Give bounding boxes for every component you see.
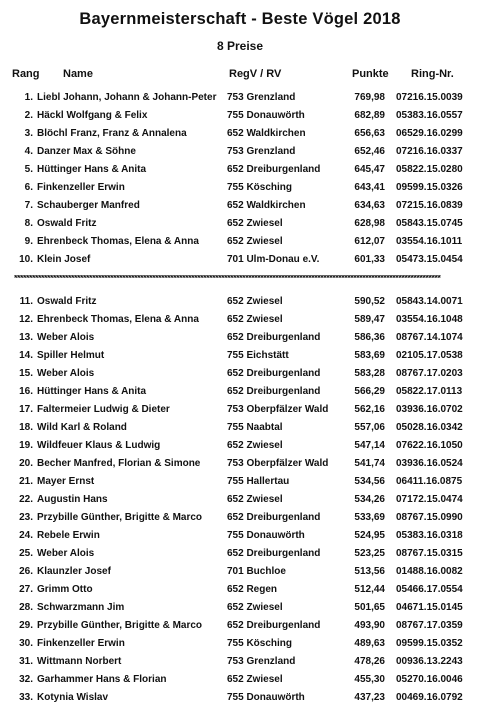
- ring-number-cell: 01488.16.0082: [396, 566, 463, 577]
- points-cell: 601,33: [354, 254, 385, 265]
- rank-cell: 8.: [24, 218, 33, 229]
- points-cell: 437,23: [354, 692, 385, 703]
- ring-number-cell: 06529.16.0299: [396, 128, 463, 139]
- points-cell: 612,07: [354, 236, 385, 247]
- points-cell: 586,36: [354, 332, 385, 343]
- club-cell: 652 Dreiburgenland: [227, 548, 321, 559]
- name-cell: Ehrenbeck Thomas, Elena & Anna: [37, 236, 199, 247]
- page-title: Bayernmeisterschaft - Beste Vögel 2018: [79, 10, 401, 28]
- points-cell: 652,46: [354, 146, 385, 157]
- rank-cell: 29.: [19, 620, 33, 631]
- rank-cell: 25.: [19, 548, 33, 559]
- name-cell: Garhammer Hans & Florian: [37, 674, 167, 685]
- rank-cell: 28.: [19, 602, 33, 613]
- column-header-name: Name: [63, 68, 93, 80]
- club-cell: 755 Donauwörth: [227, 692, 305, 703]
- name-cell: Klaunzler Josef: [37, 566, 111, 577]
- table-row: [0, 476, 480, 494]
- rank-cell: 12.: [19, 314, 33, 325]
- points-cell: 682,89: [354, 110, 385, 121]
- points-cell: 634,63: [354, 200, 385, 211]
- club-cell: 755 Naabtal: [227, 422, 283, 433]
- points-cell: 512,44: [354, 584, 385, 595]
- ring-number-cell: 03936.16.0524: [396, 458, 463, 469]
- points-cell: 489,63: [354, 638, 385, 649]
- column-header-club: RegV / RV: [229, 68, 282, 80]
- table-row: [0, 254, 480, 272]
- name-cell: Spiller Helmut: [37, 350, 105, 361]
- name-cell: Przybille Günther, Brigitte & Marco: [37, 512, 203, 523]
- points-cell: 547,14: [354, 440, 385, 451]
- rank-cell: 3.: [24, 128, 33, 139]
- club-cell: 652 Regen: [227, 584, 278, 595]
- table-row: [0, 638, 480, 656]
- rank-cell: 30.: [19, 638, 33, 649]
- ring-number-cell: 05843.15.0745: [396, 218, 463, 229]
- column-header-rank: Rang: [12, 68, 40, 80]
- name-cell: Schauberger Manfred: [37, 200, 140, 211]
- club-cell: 652 Dreiburgenland: [227, 512, 321, 523]
- club-cell: 755 Eichstätt: [227, 350, 289, 361]
- ring-number-cell: 04671.15.0145: [396, 602, 463, 613]
- points-cell: 643,41: [354, 182, 385, 193]
- top-ranking-list: [0, 92, 480, 272]
- rank-cell: 15.: [19, 368, 33, 379]
- table-row: [0, 350, 480, 368]
- ring-number-cell: 05822.17.0113: [396, 386, 463, 397]
- table-row: [0, 200, 480, 218]
- rank-cell: 5.: [24, 164, 33, 175]
- club-cell: 755 Donauwörth: [227, 530, 305, 541]
- rank-cell: 33.: [19, 692, 33, 703]
- club-cell: 753 Oberpfälzer Wald: [227, 458, 329, 469]
- ring-number-cell: 07215.16.0839: [396, 200, 463, 211]
- rank-cell: 24.: [19, 530, 33, 541]
- name-cell: Weber Alois: [37, 548, 95, 559]
- name-cell: Grimm Otto: [37, 584, 93, 595]
- table-row: [0, 656, 480, 674]
- club-cell: 652 Dreiburgenland: [227, 164, 321, 175]
- name-cell: Faltermeier Ludwig & Dieter: [37, 404, 170, 415]
- ring-number-cell: 05383.16.0318: [396, 530, 463, 541]
- name-cell: Ehrenbeck Thomas, Elena & Anna: [37, 314, 199, 325]
- club-cell: 652 Waldkirchen: [227, 200, 306, 211]
- club-cell: 652 Dreiburgenland: [227, 386, 321, 397]
- points-cell: 513,56: [354, 566, 385, 577]
- name-cell: Wildfeuer Klaus & Ludwig: [37, 440, 161, 451]
- club-cell: 652 Zwiesel: [227, 218, 283, 229]
- ring-number-cell: 05843.14.0071: [396, 296, 463, 307]
- table-row: [0, 512, 480, 530]
- club-cell: 753 Grenzland: [227, 92, 296, 103]
- club-cell: 652 Zwiesel: [227, 494, 283, 505]
- name-cell: Finkenzeller Erwin: [37, 638, 125, 649]
- rank-cell: 26.: [19, 566, 33, 577]
- points-cell: 534,56: [354, 476, 385, 487]
- points-cell: 656,63: [354, 128, 385, 139]
- ring-number-cell: 00469.16.0792: [396, 692, 463, 703]
- points-cell: 589,47: [354, 314, 385, 325]
- rank-cell: 19.: [19, 440, 33, 451]
- ring-number-cell: 03554.16.1011: [396, 236, 463, 247]
- club-cell: 652 Zwiesel: [227, 440, 283, 451]
- table-row: [0, 440, 480, 458]
- club-cell: 652 Dreiburgenland: [227, 368, 321, 379]
- table-row: [0, 236, 480, 254]
- ring-number-cell: 08767.17.0203: [396, 368, 463, 379]
- rank-cell: 23.: [19, 512, 33, 523]
- ring-number-cell: 08767.15.0990: [396, 512, 463, 523]
- club-cell: 652 Zwiesel: [227, 236, 283, 247]
- name-cell: Blöchl Franz, Franz & Annalena: [37, 128, 187, 139]
- club-cell: 652 Zwiesel: [227, 296, 283, 307]
- ring-number-cell: 06411.16.0875: [396, 476, 463, 487]
- column-header-points: Punkte: [352, 68, 389, 80]
- name-cell: Przybille Günther, Brigitte & Marco: [37, 620, 203, 631]
- ring-number-cell: 08767.14.1074: [396, 332, 463, 343]
- club-cell: 755 Kösching: [227, 638, 293, 649]
- ring-number-cell: 09599.15.0352: [396, 638, 463, 649]
- ring-number-cell: 09599.15.0326: [396, 182, 463, 193]
- rank-cell: 10.: [19, 254, 33, 265]
- name-cell: Rebele Erwin: [37, 530, 100, 541]
- table-row: [0, 332, 480, 350]
- ring-number-cell: 08767.15.0315: [396, 548, 463, 559]
- points-cell: 541,74: [354, 458, 385, 469]
- table-row: [0, 404, 480, 422]
- table-row: [0, 548, 480, 566]
- rank-cell: 21.: [19, 476, 33, 487]
- rank-cell: 17.: [19, 404, 33, 415]
- name-cell: Augustin Hans: [37, 494, 108, 505]
- name-cell: Klein Josef: [37, 254, 91, 265]
- ring-number-cell: 07622.16.1050: [396, 440, 463, 451]
- table-row: [0, 164, 480, 182]
- ring-number-cell: 05466.17.0554: [396, 584, 463, 595]
- ring-number-cell: 07172.15.0474: [396, 494, 463, 505]
- name-cell: Wild Karl & Roland: [37, 422, 127, 433]
- table-row: [0, 620, 480, 638]
- table-row: [0, 296, 480, 314]
- column-header: [0, 68, 480, 82]
- table-row: [0, 458, 480, 476]
- points-cell: 493,90: [354, 620, 385, 631]
- column-header-ring: Ring-Nr.: [411, 68, 454, 80]
- rank-cell: 4.: [24, 146, 33, 157]
- ring-number-cell: 05822.15.0280: [396, 164, 463, 175]
- ring-number-cell: 00936.13.2243: [396, 656, 463, 667]
- points-cell: 628,98: [354, 218, 385, 229]
- page-subtitle: 8 Preise: [216, 39, 264, 53]
- rank-cell: 27.: [19, 584, 33, 595]
- points-cell: 583,28: [354, 368, 385, 379]
- points-cell: 478,26: [354, 656, 385, 667]
- name-cell: Danzer Max & Söhne: [37, 146, 136, 157]
- ring-number-cell: 07216.15.0039: [396, 92, 463, 103]
- name-cell: Mayer Ernst: [37, 476, 95, 487]
- ring-number-cell: 03554.16.1048: [396, 314, 463, 325]
- table-row: [0, 386, 480, 404]
- club-cell: 753 Oberpfälzer Wald: [227, 404, 329, 415]
- ring-number-cell: 05028.16.0342: [396, 422, 463, 433]
- club-cell: 652 Dreiburgenland: [227, 332, 321, 343]
- club-cell: 755 Hallertau: [227, 476, 290, 487]
- name-cell: Wittmann Norbert: [37, 656, 122, 667]
- table-row: [0, 110, 480, 128]
- rank-cell: 7.: [24, 200, 33, 211]
- table-row: [0, 692, 480, 710]
- club-cell: 652 Dreiburgenland: [227, 620, 321, 631]
- rank-cell: 9.: [24, 236, 33, 247]
- table-row: [0, 602, 480, 620]
- table-row: [0, 92, 480, 110]
- points-cell: 590,52: [354, 296, 385, 307]
- points-cell: 534,26: [354, 494, 385, 505]
- name-cell: Weber Alois: [37, 332, 95, 343]
- table-row: [0, 182, 480, 200]
- points-cell: 566,29: [354, 386, 385, 397]
- points-cell: 583,69: [354, 350, 385, 361]
- rank-cell: 32.: [19, 674, 33, 685]
- club-cell: 755 Kösching: [227, 182, 293, 193]
- rank-cell: 2.: [24, 110, 33, 121]
- rank-cell: 20.: [19, 458, 33, 469]
- name-cell: Becher Manfred, Florian & Simone: [37, 458, 201, 469]
- points-cell: 557,06: [354, 422, 385, 433]
- rank-cell: 11.: [19, 296, 33, 307]
- points-cell: 524,95: [354, 530, 385, 541]
- name-cell: Weber Alois: [37, 368, 95, 379]
- name-cell: Oswald Fritz: [37, 218, 97, 229]
- name-cell: Liebl Johann, Johann & Johann-Peter: [37, 92, 217, 103]
- table-row: [0, 146, 480, 164]
- points-cell: 455,30: [354, 674, 385, 685]
- points-cell: 645,47: [354, 164, 385, 175]
- ring-number-cell: 02105.17.0538: [396, 350, 463, 361]
- table-row: [0, 584, 480, 602]
- rank-cell: 16.: [19, 386, 33, 397]
- rank-cell: 14.: [19, 350, 33, 361]
- club-cell: 652 Waldkirchen: [227, 128, 306, 139]
- ring-number-cell: 03936.16.0702: [396, 404, 463, 415]
- rank-cell: 18.: [19, 422, 33, 433]
- table-row: [0, 674, 480, 692]
- club-cell: 753 Grenzland: [227, 656, 296, 667]
- table-row: [0, 530, 480, 548]
- further-ranking-list: [0, 296, 480, 710]
- table-row: [0, 422, 480, 440]
- rank-cell: 6.: [24, 182, 33, 193]
- ring-number-cell: 05270.16.0046: [396, 674, 463, 685]
- club-cell: 652 Zwiesel: [227, 314, 283, 325]
- table-row: [0, 218, 480, 236]
- separator-line: **********************************************************************************************************************************************: [14, 275, 441, 281]
- points-cell: 769,98: [354, 92, 385, 103]
- name-cell: Oswald Fritz: [37, 296, 97, 307]
- table-row: [0, 566, 480, 584]
- ring-number-cell: 05473.15.0454: [396, 254, 463, 265]
- rank-cell: 22.: [19, 494, 33, 505]
- name-cell: Häckl Wolfgang & Felix: [37, 110, 148, 121]
- name-cell: Finkenzeller Erwin: [37, 182, 125, 193]
- points-cell: 533,69: [354, 512, 385, 523]
- table-row: [0, 368, 480, 386]
- table-row: [0, 494, 480, 512]
- club-cell: 701 Ulm-Donau e.V.: [227, 254, 320, 265]
- name-cell: Kotynia Wislav: [37, 692, 109, 703]
- points-cell: 562,16: [354, 404, 385, 415]
- name-cell: Hüttinger Hans & Anita: [37, 386, 147, 397]
- name-cell: Schwarzmann Jim: [37, 602, 125, 613]
- ring-number-cell: 07216.16.0337: [396, 146, 463, 157]
- club-cell: 753 Grenzland: [227, 146, 296, 157]
- table-row: [0, 314, 480, 332]
- club-cell: 755 Donauwörth: [227, 110, 305, 121]
- club-cell: 701 Buchloe: [227, 566, 286, 577]
- name-cell: Hüttinger Hans & Anita: [37, 164, 147, 175]
- points-cell: 501,65: [354, 602, 385, 613]
- points-cell: 523,25: [354, 548, 385, 559]
- rank-cell: 13.: [19, 332, 33, 343]
- club-cell: 652 Zwiesel: [227, 674, 283, 685]
- ring-number-cell: 05383.16.0557: [396, 110, 463, 121]
- ring-number-cell: 08767.17.0359: [396, 620, 463, 631]
- rank-cell: 1.: [24, 92, 33, 103]
- table-row: [0, 128, 480, 146]
- rank-cell: 31.: [19, 656, 33, 667]
- club-cell: 652 Zwiesel: [227, 602, 283, 613]
